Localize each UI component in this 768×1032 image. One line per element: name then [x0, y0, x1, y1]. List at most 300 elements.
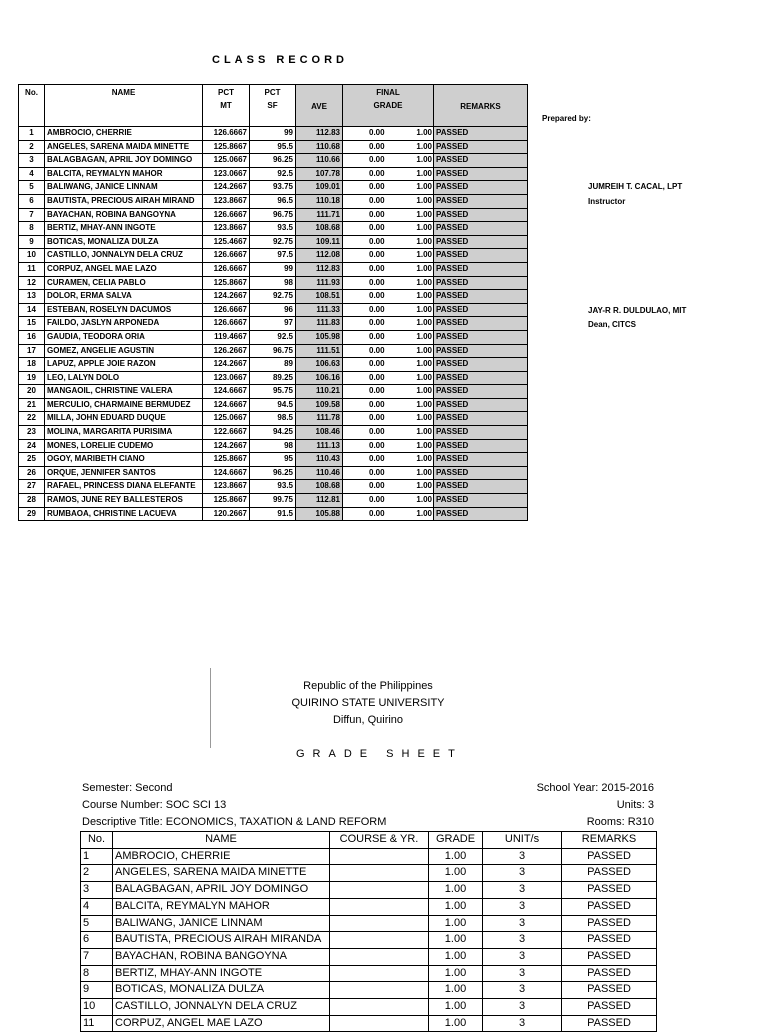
cell-final-grade — [343, 358, 434, 372]
cell-pct-sf: 98 — [250, 439, 296, 453]
gs-cell-remarks: PASSED — [562, 865, 657, 882]
cell-name: MERCULIO, CHARMAINE BERMUDEZ — [45, 398, 203, 412]
gs-cell-no: 11 — [81, 1015, 113, 1032]
cell-remarks: PASSED — [434, 439, 528, 453]
table-row — [19, 371, 528, 385]
cell-pct-mt: 126.6667 — [203, 249, 250, 263]
cell-name: FAILDO, JASLYN ARPONEDA — [45, 317, 203, 331]
gs-cell-course — [330, 932, 429, 949]
cell-name: BALAGBAGAN, APRIL JOY DOMINGO — [45, 154, 203, 168]
cell-final-a: 0.00 — [369, 195, 385, 205]
cell-no: 9 — [19, 235, 45, 249]
cell-no: 24 — [19, 439, 45, 453]
cell-final-a: 0.00 — [369, 440, 385, 450]
gs-cell-name: BAYACHAN, ROBINA BANGOYNA — [113, 948, 330, 965]
cell-remarks: PASSED — [434, 453, 528, 467]
cell-remarks: PASSED — [434, 494, 528, 508]
header-location: Diffun, Quirino — [332, 714, 404, 726]
cell-ave: 107.78 — [296, 167, 343, 181]
header-university: QUIRINO STATE UNIVERSITY — [291, 697, 445, 709]
col-header-final-grade: FINAL GRADE — [343, 85, 434, 127]
gs-cell-units: 3 — [483, 865, 562, 882]
cell-ave: 109.01 — [296, 181, 343, 195]
cell-ave: 105.98 — [296, 330, 343, 344]
gs-cell-no: 8 — [81, 965, 113, 982]
cell-name: GOMEZ, ANGELIE AGUSTIN — [45, 344, 203, 358]
cell-final-b: 1.00 — [416, 345, 432, 355]
cell-remarks: PASSED — [434, 167, 528, 181]
cell-pct-mt: 124.6667 — [203, 385, 250, 399]
gs-cell-remarks: PASSED — [562, 1015, 657, 1032]
cell-no: 12 — [19, 276, 45, 290]
cell-final-a: 0.00 — [369, 182, 385, 192]
cell-pct-sf: 94.5 — [250, 398, 296, 412]
cell-pct-mt: 124.6667 — [203, 466, 250, 480]
cell-no: 13 — [19, 290, 45, 304]
cell-final-b: 1.00 — [416, 508, 432, 518]
cell-final-grade — [343, 439, 434, 453]
table-row — [19, 235, 528, 249]
cell-final-a: 0.00 — [369, 250, 385, 260]
cell-final-grade — [343, 167, 434, 181]
cell-final-a: 0.00 — [369, 168, 385, 178]
cell-final-b: 1.00 — [416, 223, 432, 233]
table-row — [19, 140, 528, 154]
gs-col-header-course: COURSE & YR. — [330, 832, 429, 849]
cell-no: 10 — [19, 249, 45, 263]
gs-cell-remarks: PASSED — [562, 898, 657, 915]
table-row — [81, 882, 657, 899]
cell-ave: 108.68 — [296, 222, 343, 236]
cell-final-grade — [343, 290, 434, 304]
cell-no: 4 — [19, 167, 45, 181]
table-row — [19, 385, 528, 399]
cell-no: 11 — [19, 262, 45, 276]
cell-no: 6 — [19, 194, 45, 208]
cell-final-a: 0.00 — [369, 209, 385, 219]
cell-name: RUMBAOA, CHRISTINE LACUEVA — [45, 507, 203, 521]
cell-remarks: PASSED — [434, 222, 528, 236]
gs-col-header-name: NAME — [113, 832, 330, 849]
cell-final-grade — [343, 480, 434, 494]
table-row — [19, 426, 528, 440]
cell-remarks: PASSED — [434, 181, 528, 195]
table-row — [19, 222, 528, 236]
gs-cell-remarks: PASSED — [562, 982, 657, 999]
cell-ave: 110.43 — [296, 453, 343, 467]
gs-cell-name: ANGELES, SARENA MAIDA MINETTE — [113, 865, 330, 882]
dean-name: JAY-R R. DULDULAO, MIT — [588, 306, 687, 315]
gs-cell-grade: 1.00 — [429, 965, 483, 982]
cell-final-grade — [343, 235, 434, 249]
gs-cell-grade: 1.00 — [429, 948, 483, 965]
class-record-title: CLASS RECORD — [212, 54, 349, 66]
cell-ave: 111.13 — [296, 439, 343, 453]
cell-remarks: PASSED — [434, 262, 528, 276]
gs-cell-course — [330, 948, 429, 965]
gs-cell-remarks: PASSED — [562, 882, 657, 899]
cell-pct-mt: 123.0667 — [203, 167, 250, 181]
cell-final-b: 1.00 — [416, 141, 432, 151]
cell-final-grade — [343, 344, 434, 358]
cell-pct-sf: 92.75 — [250, 290, 296, 304]
semester-label: Semester: Second — [82, 782, 173, 794]
gs-cell-no: 7 — [81, 948, 113, 965]
col-header-no: No. — [19, 85, 45, 127]
cell-final-a: 0.00 — [369, 495, 385, 505]
cell-final-a: 0.00 — [369, 318, 385, 328]
table-row — [81, 999, 657, 1016]
cell-pct-mt: 125.8667 — [203, 453, 250, 467]
cell-no: 25 — [19, 453, 45, 467]
gs-cell-course — [330, 915, 429, 932]
cell-ave: 108.46 — [296, 426, 343, 440]
prepared-by-label: Prepared by: — [542, 114, 591, 123]
cell-remarks: PASSED — [434, 317, 528, 331]
cell-ave: 110.66 — [296, 154, 343, 168]
cell-final-grade — [343, 330, 434, 344]
cell-remarks: PASSED — [434, 371, 528, 385]
cell-remarks: PASSED — [434, 140, 528, 154]
grade-sheet-title: GRADE SHEET — [296, 748, 463, 760]
col-header-pct-sf: PCT SF — [250, 85, 296, 127]
cell-remarks: PASSED — [434, 194, 528, 208]
gs-cell-units: 3 — [483, 848, 562, 865]
cell-final-grade — [343, 303, 434, 317]
cell-pct-sf: 91.5 — [250, 507, 296, 521]
table-row — [19, 439, 528, 453]
gs-col-header-remarks: REMARKS — [562, 832, 657, 849]
table-row — [19, 127, 528, 141]
cell-ave: 110.21 — [296, 385, 343, 399]
descriptive-title-label: Descriptive Title: ECONOMICS, TAXATION & LAND REFORM — [82, 816, 387, 828]
cell-no: 14 — [19, 303, 45, 317]
cell-pct-mt: 125.8667 — [203, 494, 250, 508]
cell-pct-mt: 119.4667 — [203, 330, 250, 344]
cell-pct-mt: 124.2667 — [203, 358, 250, 372]
gs-cell-course — [330, 865, 429, 882]
cell-pct-sf: 89 — [250, 358, 296, 372]
cell-pct-sf: 96.5 — [250, 194, 296, 208]
gs-cell-grade: 1.00 — [429, 848, 483, 865]
cell-final-a: 0.00 — [369, 399, 385, 409]
cell-final-grade — [343, 426, 434, 440]
gs-cell-name: CASTILLO, JONNALYN DELA CRUZ — [113, 999, 330, 1016]
cell-remarks: PASSED — [434, 154, 528, 168]
cell-pct-mt: 125.4667 — [203, 235, 250, 249]
table-row — [19, 507, 528, 521]
cell-remarks: PASSED — [434, 127, 528, 141]
gs-cell-remarks: PASSED — [562, 965, 657, 982]
table-row — [81, 982, 657, 999]
cell-remarks: PASSED — [434, 507, 528, 521]
cell-final-grade — [343, 317, 434, 331]
cell-ave: 105.88 — [296, 507, 343, 521]
cell-final-a: 0.00 — [369, 386, 385, 396]
table-row — [19, 262, 528, 276]
cell-final-b: 1.00 — [416, 413, 432, 423]
table-row — [81, 898, 657, 915]
cell-ave: 109.58 — [296, 398, 343, 412]
cell-remarks: PASSED — [434, 330, 528, 344]
rooms-label: Rooms: R310 — [586, 816, 654, 828]
cell-no: 28 — [19, 494, 45, 508]
cell-remarks: PASSED — [434, 480, 528, 494]
instructor-name: JUMREIH T. CACAL, LPT — [588, 182, 683, 191]
cell-final-a: 0.00 — [369, 359, 385, 369]
cell-remarks: PASSED — [434, 208, 528, 222]
table-row — [81, 965, 657, 982]
cell-final-grade — [343, 453, 434, 467]
cell-final-a: 0.00 — [369, 291, 385, 301]
cell-final-a: 0.00 — [369, 481, 385, 491]
cell-remarks: PASSED — [434, 303, 528, 317]
cell-final-grade — [343, 371, 434, 385]
header-republic: Republic of the Philippines — [303, 680, 433, 692]
cell-ave: 111.83 — [296, 317, 343, 331]
table-row — [19, 167, 528, 181]
cell-pct-sf: 98 — [250, 276, 296, 290]
cell-pct-mt: 125.8667 — [203, 276, 250, 290]
cell-pct-sf: 95.75 — [250, 385, 296, 399]
gs-cell-name: BALIWANG, JANICE LINNAM — [113, 915, 330, 932]
cell-final-grade — [343, 140, 434, 154]
cell-ave: 106.63 — [296, 358, 343, 372]
gs-cell-units: 3 — [483, 999, 562, 1016]
cell-no: 15 — [19, 317, 45, 331]
cell-pct-sf: 95 — [250, 453, 296, 467]
cell-remarks: PASSED — [434, 276, 528, 290]
table-row — [19, 494, 528, 508]
cell-pct-mt: 126.6667 — [203, 262, 250, 276]
cell-remarks: PASSED — [434, 412, 528, 426]
gs-cell-name: BERTIZ, MHAY-ANN INGOTE — [113, 965, 330, 982]
class-record-table — [18, 84, 528, 521]
cell-remarks: PASSED — [434, 385, 528, 399]
cell-pct-mt: 125.8667 — [203, 140, 250, 154]
cell-no: 27 — [19, 480, 45, 494]
gs-cell-grade: 1.00 — [429, 915, 483, 932]
table-row — [19, 398, 528, 412]
table-row — [19, 208, 528, 222]
cell-final-grade — [343, 222, 434, 236]
cell-name: ANGELES, SARENA MAIDA MINETTE — [45, 140, 203, 154]
cell-name: ORQUE, JENNIFER SANTOS — [45, 466, 203, 480]
cell-final-a: 0.00 — [369, 454, 385, 464]
cell-name: RAFAEL, PRINCESS DIANA ELEFANTE — [45, 480, 203, 494]
cell-name: BALIWANG, JANICE LINNAM — [45, 181, 203, 195]
cell-final-b: 1.00 — [416, 209, 432, 219]
cell-ave: 106.16 — [296, 371, 343, 385]
cell-pct-mt: 126.6667 — [203, 127, 250, 141]
col-header-remarks: REMARKS — [434, 85, 528, 127]
cell-pct-sf: 95.5 — [250, 140, 296, 154]
cell-pct-sf: 96.25 — [250, 466, 296, 480]
cell-name: GAUDIA, TEODORA ORIA — [45, 330, 203, 344]
cell-ave: 112.83 — [296, 262, 343, 276]
cell-ave: 112.81 — [296, 494, 343, 508]
gs-cell-name: AMBROCIO, CHERRIE — [113, 848, 330, 865]
cell-ave: 109.11 — [296, 235, 343, 249]
gs-cell-grade: 1.00 — [429, 898, 483, 915]
cell-no: 16 — [19, 330, 45, 344]
gs-cell-units: 3 — [483, 882, 562, 899]
cell-ave: 110.68 — [296, 140, 343, 154]
gs-cell-remarks: PASSED — [562, 948, 657, 965]
cell-pct-mt: 124.2667 — [203, 439, 250, 453]
table-row — [81, 848, 657, 865]
gs-cell-grade: 1.00 — [429, 932, 483, 949]
gs-cell-no: 9 — [81, 982, 113, 999]
table-row — [81, 865, 657, 882]
gs-cell-no: 1 — [81, 848, 113, 865]
cell-final-grade — [343, 385, 434, 399]
cell-final-b: 1.00 — [416, 331, 432, 341]
table-row — [19, 453, 528, 467]
cell-pct-mt: 124.2667 — [203, 181, 250, 195]
cell-pct-mt: 124.6667 — [203, 398, 250, 412]
cell-pct-sf: 96 — [250, 303, 296, 317]
cell-pct-mt: 125.0667 — [203, 154, 250, 168]
table-row — [19, 480, 528, 494]
gs-cell-no: 3 — [81, 882, 113, 899]
cell-final-a: 0.00 — [369, 467, 385, 477]
gs-cell-remarks: PASSED — [562, 999, 657, 1016]
cell-pct-sf: 93.75 — [250, 181, 296, 195]
grade-sheet-header-row — [81, 832, 657, 849]
table-row — [19, 344, 528, 358]
cell-no: 19 — [19, 371, 45, 385]
cell-final-b: 1.00 — [416, 291, 432, 301]
gs-cell-units: 3 — [483, 898, 562, 915]
cell-final-a: 0.00 — [369, 331, 385, 341]
cell-pct-sf: 96.75 — [250, 344, 296, 358]
cell-name: LEO, LALYN DOLO — [45, 371, 203, 385]
cell-final-grade — [343, 194, 434, 208]
table-row — [19, 181, 528, 195]
cell-remarks: PASSED — [434, 344, 528, 358]
cell-final-a: 0.00 — [369, 508, 385, 518]
cell-ave: 108.68 — [296, 480, 343, 494]
cell-final-b: 1.00 — [416, 427, 432, 437]
gs-cell-no: 6 — [81, 932, 113, 949]
table-row — [19, 290, 528, 304]
cell-name: RAMOS, JUNE REY BALLESTEROS — [45, 494, 203, 508]
cell-final-b: 1.00 — [416, 318, 432, 328]
cell-final-b: 1.00 — [416, 236, 432, 246]
cell-pct-sf: 97 — [250, 317, 296, 331]
cell-final-grade — [343, 507, 434, 521]
cell-pct-mt: 123.0667 — [203, 371, 250, 385]
cell-name: BAUTISTA, PRECIOUS AIRAH MIRAND — [45, 194, 203, 208]
table-row — [19, 194, 528, 208]
course-number-label: Course Number: SOC SCI 13 — [82, 799, 227, 811]
table-row — [81, 948, 657, 965]
gs-cell-course — [330, 999, 429, 1016]
cell-pct-sf: 99.75 — [250, 494, 296, 508]
cell-ave: 108.51 — [296, 290, 343, 304]
cell-name: CURAMEN, CELIA PABLO — [45, 276, 203, 290]
gs-cell-no: 2 — [81, 865, 113, 882]
col-header-pct-mt: PCT MT — [203, 85, 250, 127]
gs-cell-units: 3 — [483, 982, 562, 999]
cell-final-a: 0.00 — [369, 155, 385, 165]
cell-ave: 111.71 — [296, 208, 343, 222]
gs-cell-name: BAUTISTA, PRECIOUS AIRAH MIRANDA — [113, 932, 330, 949]
cell-final-b: 1.00 — [416, 195, 432, 205]
cell-pct-mt: 125.0667 — [203, 412, 250, 426]
cell-final-b: 1.00 — [416, 481, 432, 491]
table-row — [19, 330, 528, 344]
gs-cell-grade: 1.00 — [429, 1015, 483, 1032]
cell-final-grade — [343, 398, 434, 412]
cell-name: MOLINA, MARGARITA PURISIMA — [45, 426, 203, 440]
cell-pct-sf: 92.75 — [250, 235, 296, 249]
cell-name: AMBROCIO, CHERRIE — [45, 127, 203, 141]
gs-cell-course — [330, 882, 429, 899]
table-row — [19, 466, 528, 480]
cell-no: 17 — [19, 344, 45, 358]
class-record-header-row — [19, 85, 528, 127]
table-row — [19, 412, 528, 426]
class-record-body — [19, 127, 528, 521]
cell-name: CORPUZ, ANGEL MAE LAZO — [45, 262, 203, 276]
gs-cell-units: 3 — [483, 965, 562, 982]
cell-final-a: 0.00 — [369, 263, 385, 273]
table-row — [81, 915, 657, 932]
cell-final-b: 1.00 — [416, 168, 432, 178]
cell-final-b: 1.00 — [416, 454, 432, 464]
cell-remarks: PASSED — [434, 426, 528, 440]
gs-cell-remarks: PASSED — [562, 848, 657, 865]
cell-no: 23 — [19, 426, 45, 440]
cell-final-grade — [343, 494, 434, 508]
cell-pct-sf: 99 — [250, 127, 296, 141]
cell-name: BAYACHAN, ROBINA BANGOYNA — [45, 208, 203, 222]
gs-cell-units: 3 — [483, 948, 562, 965]
cell-pct-sf: 97.5 — [250, 249, 296, 263]
cell-name: OGOY, MARIBETH CIANO — [45, 453, 203, 467]
cell-final-b: 1.00 — [416, 128, 432, 137]
cell-ave: 110.46 — [296, 466, 343, 480]
cell-final-b: 1.00 — [416, 250, 432, 260]
table-row — [19, 154, 528, 168]
cell-final-a: 0.00 — [369, 427, 385, 437]
gs-cell-grade: 1.00 — [429, 982, 483, 999]
cell-name: BERTIZ, MHAY-ANN INGOTE — [45, 222, 203, 236]
cell-final-b: 1.00 — [416, 467, 432, 477]
cell-name: ESTEBAN, ROSELYN DACUMOS — [45, 303, 203, 317]
cell-pct-sf: 96.25 — [250, 154, 296, 168]
cell-final-b: 1.00 — [416, 440, 432, 450]
cell-pct-sf: 93.5 — [250, 222, 296, 236]
cell-pct-mt: 120.2667 — [203, 507, 250, 521]
cell-ave: 111.93 — [296, 276, 343, 290]
gs-cell-name: BALCITA, REYMALYN MAHOR — [113, 898, 330, 915]
cell-final-a: 0.00 — [369, 304, 385, 314]
cell-final-grade — [343, 466, 434, 480]
gs-cell-grade: 1.00 — [429, 882, 483, 899]
cell-final-a: 0.00 — [369, 236, 385, 246]
cell-pct-sf: 93.5 — [250, 480, 296, 494]
cell-final-b: 1.00 — [416, 359, 432, 369]
cell-final-grade — [343, 154, 434, 168]
cell-name: MILLA, JOHN EDUARD DUQUE — [45, 412, 203, 426]
cell-no: 3 — [19, 154, 45, 168]
cell-final-grade — [343, 127, 434, 141]
cell-no: 21 — [19, 398, 45, 412]
cell-no: 22 — [19, 412, 45, 426]
